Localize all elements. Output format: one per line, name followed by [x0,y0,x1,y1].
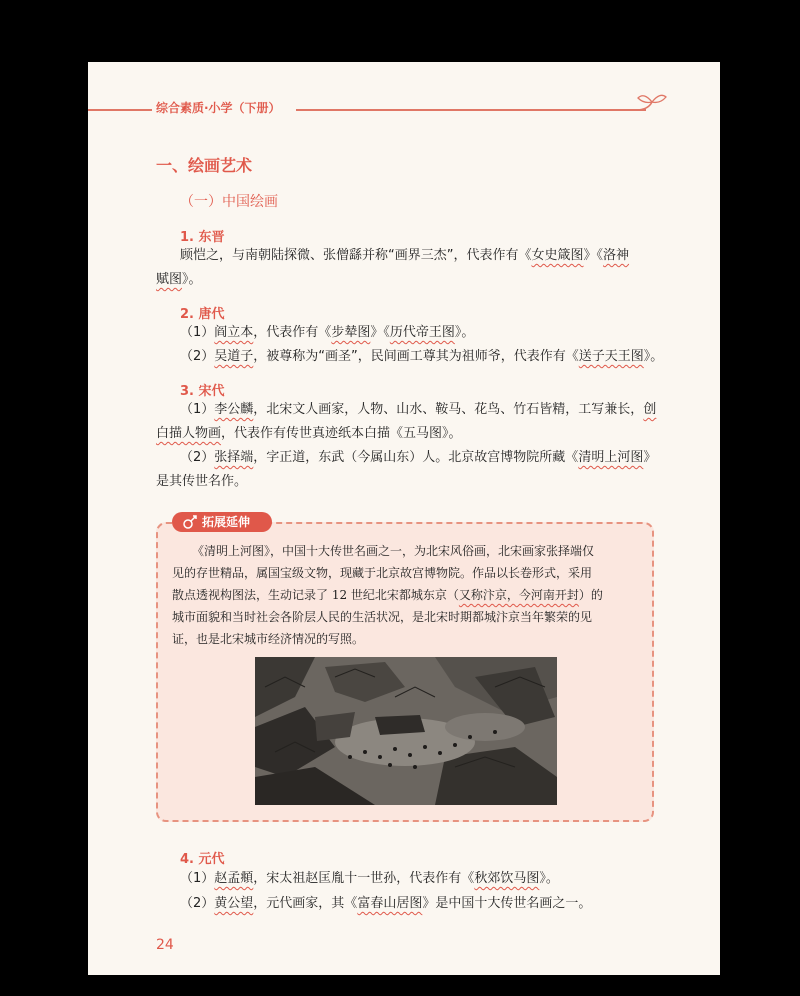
song-item-1-line-2: 白描人物画，代表作有传世真迹纸本白描《五马图》。 [156,426,462,441]
extension-tag-label: 拓展延伸 [202,515,251,529]
header-rule-left [88,109,152,111]
subsection-heading: （一）中国绘画 [180,194,278,210]
header-title: 综合素质·小学（下册） [156,101,281,115]
tang-item-1: （1）阎立本，代表作有《步辇图》《历代帝王图》。 [180,325,475,340]
extension-line-1: 《清明上河图》，中国十大传世名画之一，为北宋风俗画，北宋画家张择端仅 [192,544,595,558]
dongjin-line-2: 赋图》。 [156,272,202,287]
yuan-item-1: （1）赵孟頫，宋太祖赵匡胤十一世孙，代表作有《秋郊饮马图》。 [180,871,559,886]
song-item-2-line-1: （2）张择端，字正道，东武（今属山东）人。北京故宫博物院所藏《清明上河图》 [180,450,657,465]
dongjin-line-1: 顾恺之，与南朝陆探微、张僧繇并称“画界三杰”，代表作有《女史箴图》《洛神 [180,248,630,263]
extension-tag [172,512,272,532]
extension-line-3: 散点透视构图法，生动记录了 12 世纪北宋都城东京（又称汴京，今河南开封）的 [172,588,603,602]
extension-icon [182,512,198,532]
sprout-icon [634,90,670,112]
heading-yuan: 4. 元代 [180,852,225,867]
header-rule-right [296,109,646,111]
heading-tang: 2. 唐代 [180,307,225,322]
section-heading: 一、绘画艺术 [156,156,253,175]
tang-item-2: （2）吴道子，被尊称为“画圣”，民间画工尊其为祖师爷，代表作有《送子天王图》。 [180,349,664,364]
song-item-2-line-2: 是其传世名作。 [156,474,248,489]
page-number: 24 [156,937,174,953]
heading-song: 3. 宋代 [180,384,225,399]
heading-dongjin: 1. 东晋 [180,230,225,245]
yuan-item-2: （2）黄公望，元代画家，其《富春山居图》是中国十大传世名画之一。 [180,896,592,911]
qingming-painting-image [255,657,557,805]
textbook-page [88,62,720,975]
extension-line-5: 证，也是北宋城市经济情况的写照。 [172,632,365,646]
song-item-1-line-1: （1）李公麟，北宋文人画家，人物、山水、鞍马、花鸟、竹石皆精，工写兼长，创 [180,402,657,417]
extension-line-2: 见的存世精品，属国宝级文物，现藏于北京故宫博物院。作品以长卷形式，采用 [172,566,593,580]
extension-line-4: 城市面貌和当时社会各阶层人民的生活状况，是北宋时期都城汴京当年繁荣的见 [172,610,593,624]
